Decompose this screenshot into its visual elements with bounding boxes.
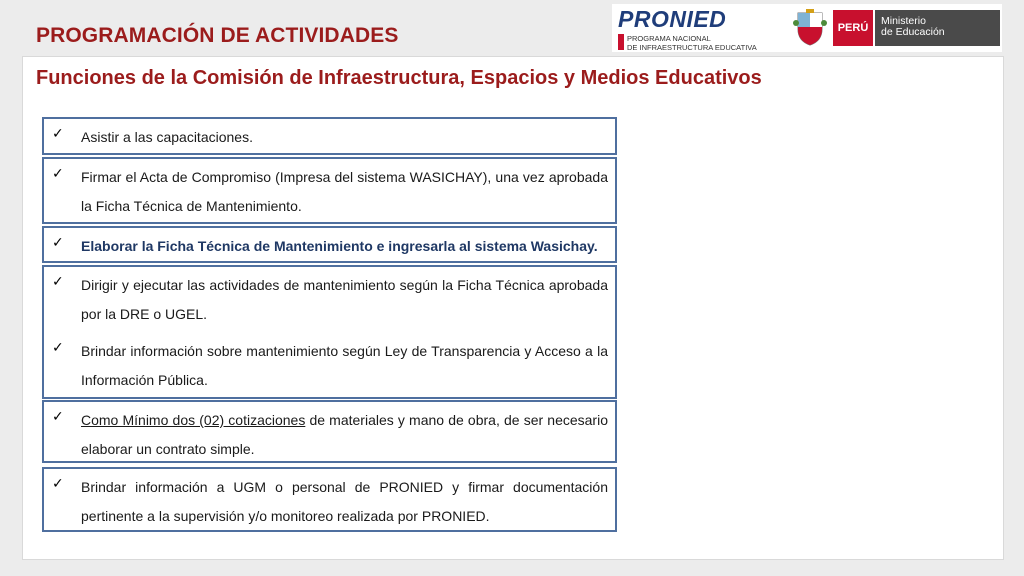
ministerio-line2: de Educación [881,26,945,38]
list-item-text [81,406,608,464]
ministerio-line1: Ministerio [881,15,926,27]
pronied-logo-bar [618,34,624,50]
ministerio-educacion-badge [875,10,1000,46]
list-item-text: Dirigir y ejecutar las actividades de mantenimiento según la Ficha Técnica aprobada por la DRE o UGEL. [81,277,608,322]
check-icon: ✓ [52,273,64,289]
list-item [42,467,617,532]
list-item-text: Brindar información sobre mantenimiento según Ley de Transparencia y Acceso a la Información Pública. [81,343,608,388]
pronied-logo [616,6,774,50]
list-item [42,117,617,155]
list-item [42,226,617,263]
page-subtitle: Funciones de la Comisión de Infraestructura, Espacios y Medios Educativos [36,67,762,89]
logo-bar [612,4,1002,52]
list-item-text: Asistir a las capacitaciones. [81,129,253,145]
list-item [42,157,617,224]
check-icon: ✓ [52,339,64,355]
check-icon: ✓ [52,408,64,424]
list-item-group [42,265,617,399]
check-icon: ✓ [52,234,64,250]
peru-badge: PERÚ [833,10,873,46]
list-item-text: Brindar información a UGM o personal de PRONIED y firmar documentación pertinente a la supervisión y/o monitoreo realizada por PRONIED. [81,479,608,524]
list-item-text: Elaborar la Ficha Técnica de Mantenimiento e ingresarla al sistema Wasichay. [81,238,598,254]
pronied-logo-line2: DE INFRAESTRUCTURA EDUCATIVA [627,43,757,52]
list-item-rest-text: de materiales y mano de obra, de ser necesario elaborar un contrato simple. [81,412,608,457]
check-icon: ✓ [52,165,64,181]
peru-coat-of-arms-icon [792,9,828,47]
check-icon: ✓ [52,125,64,141]
pronied-logo-name: PRONIED [618,6,727,32]
list-item [42,400,617,463]
check-icon: ✓ [52,475,64,491]
pronied-logo-line1: PROGRAMA NACIONAL [627,34,711,43]
list-item-text: Firmar el Acta de Compromiso (Impresa del sistema WASICHAY), una vez aprobada la Ficha Técnica de Mantenimiento. [81,169,608,214]
list-item-underlined-text: Como Mínimo dos (02) cotizaciones [81,412,306,428]
page-title: PROGRAMACIÓN DE ACTIVIDADES [36,24,399,47]
